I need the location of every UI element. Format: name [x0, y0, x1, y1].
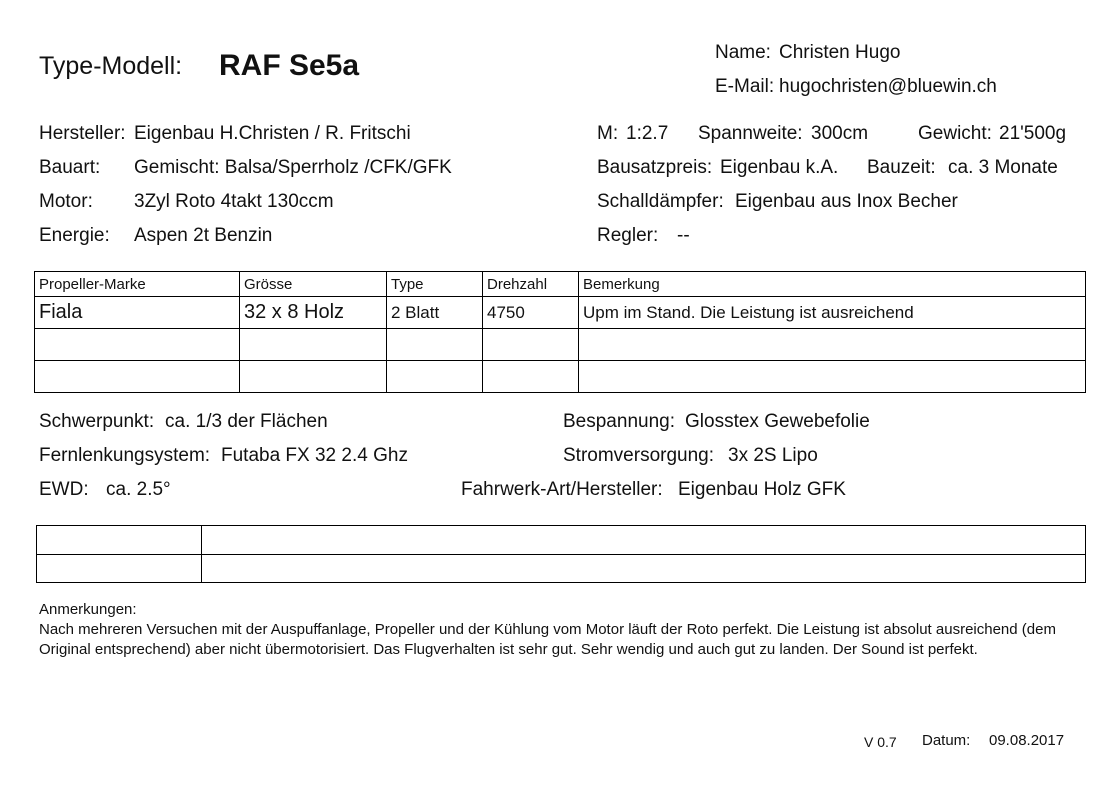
table-cell [37, 555, 202, 583]
table-row [35, 297, 1086, 329]
bauzeit-value: ca. 3 Monate [948, 157, 1058, 178]
table-cell [387, 329, 483, 361]
motor-label: Motor: [39, 191, 93, 212]
fahrwerk-value: Eigenbau Holz GFK [678, 479, 846, 500]
stromversorgung-value: 3x 2S Lipo [728, 445, 818, 466]
hersteller-label: Hersteller: [39, 123, 126, 144]
fahrwerk-label: Fahrwerk-Art/Hersteller: [461, 479, 663, 500]
notes-section [39, 600, 1069, 660]
spannweite-label: Spannweite: [698, 123, 803, 144]
regler-value: -- [677, 225, 690, 246]
table-cell [387, 361, 483, 393]
table-row [35, 361, 1086, 393]
propeller-table-header [35, 272, 1086, 297]
header-cell: Drehzahl [483, 272, 579, 297]
bauart-label: Bauart: [39, 157, 101, 178]
bausatzpreis-value: Eigenbau k.A. [720, 157, 839, 178]
schwerpunkt-value: ca. 1/3 der Flächen [165, 411, 328, 432]
schalldaempfer-label: Schalldämpfer: [597, 191, 724, 212]
header-cell: Grösse [240, 272, 387, 297]
table-cell [35, 329, 240, 361]
energie-label: Energie: [39, 225, 110, 246]
table-cell [579, 329, 1086, 361]
fernlenkung-label: Fernlenkungsystem: [39, 445, 211, 466]
schwerpunkt-label: Schwerpunkt: [39, 411, 155, 432]
table-cell [37, 526, 202, 555]
name-label: Name: [715, 42, 771, 63]
propeller-table [34, 271, 1086, 393]
header-cell: Bemerkung [579, 272, 1086, 297]
stromversorgung-label: Stromversorgung: [563, 445, 715, 466]
header-cell: Type [387, 272, 483, 297]
empty-table [36, 525, 1086, 583]
bauzeit-label: Bauzeit: [867, 157, 936, 178]
email-value: hugochristen@bluewin.ch [779, 76, 997, 97]
fernlenkung-value: Futaba FX 32 2.4 Ghz [221, 445, 408, 466]
ewd-label: EWD: [39, 479, 89, 500]
email-label: E-Mail: [715, 76, 775, 97]
table-cell: 2 Blatt [387, 297, 483, 329]
table-cell [202, 555, 1086, 583]
table-cell [483, 329, 579, 361]
table-cell: 32 x 8 Holz [240, 297, 387, 329]
notes-text: Nach mehreren Versuchen mit der Auspuffanlage, Propeller und der Kühlung vom Motor läuft der Roto perfekt. Die Leistung ist absolut ausreichend (dem Original entsprechend) aber nicht übermotorisiert. Das Flugverhalten ist sehr gut. Sehr wendig und auch gut zu landen. Der Sound ist perfekt. [39, 621, 1056, 658]
table-cell [579, 361, 1086, 393]
notes-label: Anmerkungen: [39, 601, 137, 618]
schalldaempfer-value: Eigenbau aus Inox Becher [735, 191, 958, 212]
name-value: Christen Hugo [779, 42, 901, 63]
gewicht-label: Gewicht: [918, 123, 992, 144]
datum-label: Datum: [922, 732, 971, 749]
model-name: RAF Se5a [219, 49, 360, 82]
spannweite-value: 300cm [811, 123, 869, 144]
m-label: M: [597, 123, 619, 144]
regler-label: Regler: [597, 225, 659, 246]
table-cell [483, 361, 579, 393]
ewd-value: ca. 2.5° [106, 479, 171, 500]
table-cell: Fiala [35, 297, 240, 329]
table-cell [240, 361, 387, 393]
header-cell: Propeller-Marke [35, 272, 240, 297]
datum-value: 09.08.2017 [989, 732, 1065, 749]
version-label: V 0.7 [864, 734, 897, 750]
energie-value: Aspen 2t Benzin [134, 225, 273, 246]
table-cell [240, 329, 387, 361]
bausatzpreis-label: Bausatzpreis: [597, 157, 713, 178]
m-value: 1:2.7 [626, 123, 669, 144]
type-modell-label: Type-Modell: [39, 52, 183, 80]
bespannung-label: Bespannung: [563, 411, 675, 432]
motor-value: 3Zyl Roto 4takt 130ccm [134, 191, 334, 212]
bauart-value: Gemischt: Balsa/Sperrholz /CFK/GFK [134, 157, 452, 178]
table-cell [202, 526, 1086, 555]
hersteller-value: Eigenbau H.Christen / R. Fritschi [134, 123, 411, 144]
table-row [37, 526, 1086, 555]
bespannung-value: Glosstex Gewebefolie [685, 411, 870, 432]
table-cell: 4750 [483, 297, 579, 329]
table-cell [35, 361, 240, 393]
table-row [37, 555, 1086, 583]
table-cell: Upm im Stand. Die Leistung ist ausreichend [579, 297, 1086, 329]
gewicht-value: 21'500g [999, 123, 1067, 144]
table-row [35, 329, 1086, 361]
